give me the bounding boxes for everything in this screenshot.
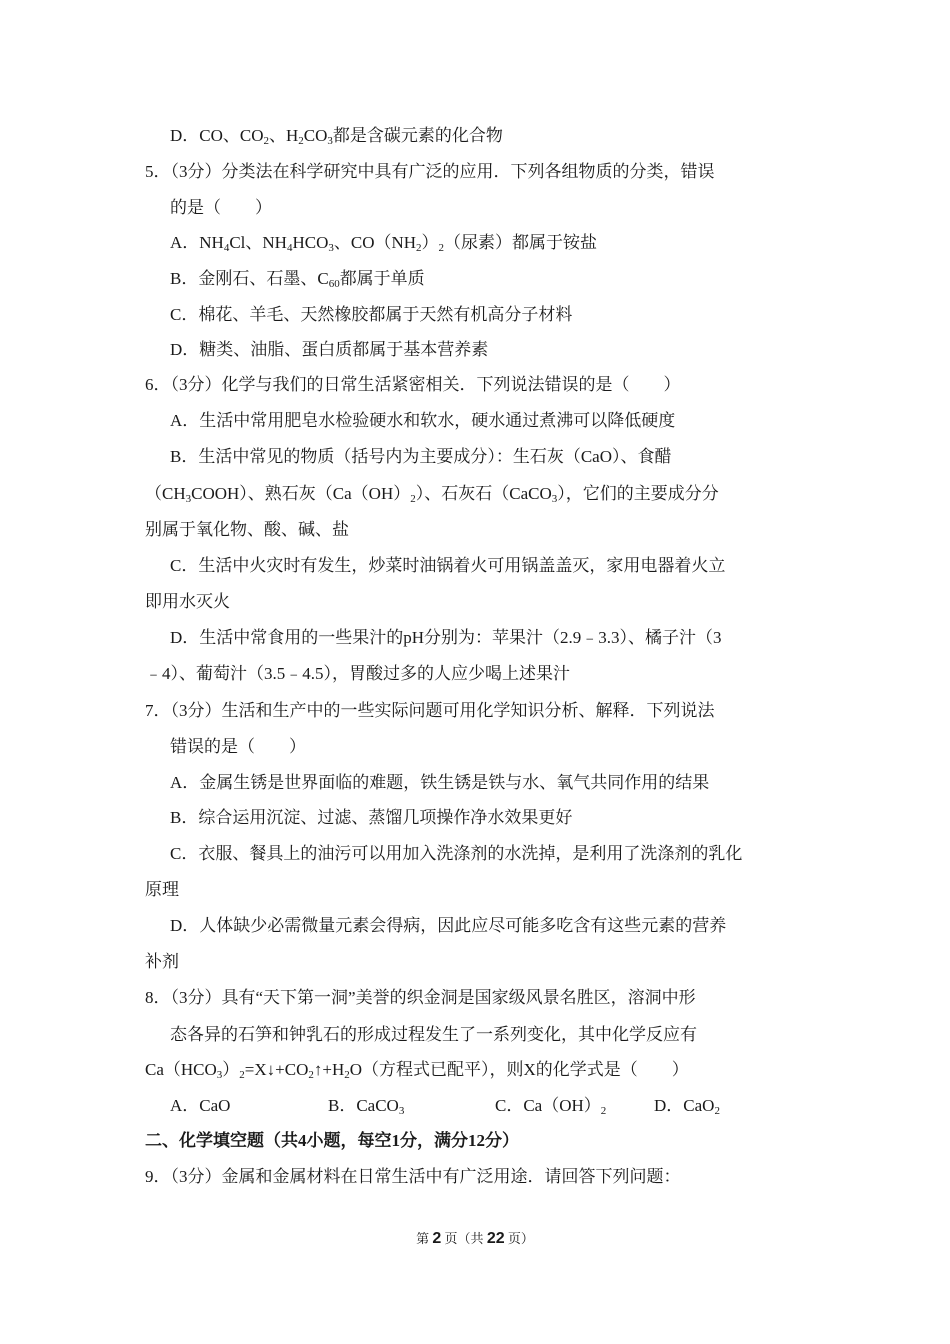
current-page-number: 2 [432, 1230, 442, 1247]
q7-stem-cont: 错误的是（ ） [170, 737, 306, 756]
q6-option-b-cont: $(CH_3COOH)$、熟石灰$(Ca(OH)_2)$、石灰石（CaCO$_3$），它们的主要成分分 [145, 484, 719, 505]
page-footer: 第 2 页（共 22 页） [416, 1230, 534, 1247]
q4-option-d: D．CO、$CO_2$、$H_2CO_3$都是含碳元素的化合物 [170, 126, 503, 147]
q7-option-b: B．综合运用沉淀、过滤、蒸馏几项操作净水效果更好 [170, 808, 573, 827]
total-pages: 22 [486, 1230, 505, 1247]
q8-equation: $Ca(HCO_3)_2=X↓+CO_2↑+H_2O$（方程式已配平），则X的化学式是（ ） [145, 1060, 689, 1081]
q6-option-a: A．生活中常用肥皂水检验硬水和软水，硬水通过煮沸可以降低硬度 [170, 411, 676, 430]
q6-stem: 6．（3分）化学与我们的日常生活紧密相关．下列说法错误的是（ ） [145, 375, 681, 394]
q6-option-d: D．生活中常食用的一些果汁的pH分别为：苹果汁（2.9﹣3.3）、橘子汁（3 [170, 628, 722, 647]
q5-option-c: C．棉花、羊毛、天然橡胶都属于天然有机高分子材料 [170, 305, 573, 324]
q7-option-d-cont: 补剂 [145, 952, 179, 971]
q6-option-c: C．生活中火灾时有发生，炒菜时油锅着火可用锅盖盖灭，家用电器着火立 [170, 556, 726, 575]
q5-option-d: D．糖类、油脂、蛋白质都属于基本营养素 [170, 340, 489, 359]
q7-option-d: D．人体缺少必需微量元素会得病，因此应尽可能多吃含有这些元素的营养 [170, 916, 727, 935]
q5-stem: 5．（3分）分类法在科学研究中具有广泛的应用．下列各组物质的分类，错误 [145, 162, 715, 181]
q5-option-b: B．金刚石、石墨、$C_{60}$都属于单质 [170, 269, 425, 290]
section-title: 二、化学填空题（共4小题，每空1分，满分12分） [145, 1131, 519, 1150]
q7-option-c-cont: 原理 [145, 880, 179, 899]
q8-option-c: C．$Ca(OH)_2$ [495, 1096, 607, 1117]
q6-option-d-cont: ﹣4）、葡萄汁（3.5﹣4.5），胃酸过多的人应少喝上述果汁 [145, 664, 570, 683]
q8-stem-cont: 态各异的石笋和钟乳石的形成过程发生了一系列变化，其中化学反应有 [170, 1025, 697, 1044]
q5-stem-cont: 的是（ ） [170, 198, 272, 217]
q6-option-c-cont: 即用水灭火 [145, 592, 230, 611]
q7-stem: 7．（3分）生活和生产中的一些实际问题可用化学知识分析、解释．下列说法 [145, 701, 715, 720]
q6-option-b: B．生活中常见的物质（括号内为主要成分）：生石灰（CaO）、食醋 [170, 447, 672, 466]
q7-option-c: C．衣服、餐具上的油污可以用加入洗涤剂的水洗掉，是利用了洗涤剂的乳化 [170, 844, 743, 863]
q9-stem: 9．（3分）金属和金属材料在日常生活中有广泛用途．请回答下列问题： [145, 1167, 681, 1186]
q8-option-d: D．CaO$_2$ [654, 1096, 720, 1117]
q8-stem: 8．（3分）具有“天下第一洞”美誉的织金洞是国家级风景名胜区，溶洞中形 [145, 988, 696, 1007]
q8-option-a: A．CaO [170, 1096, 231, 1115]
q8-option-b: B．CaCO$_3$ [328, 1096, 405, 1117]
q6-option-b-cont2: 别属于氧化物、酸、碱、盐 [145, 520, 349, 539]
q5-option-a: A．$NH_4Cl$、$NH_4HCO_3$、$CO(NH_2)_2$（尿素）都属于铵盐 [170, 233, 598, 254]
q7-option-a: A．金属生锈是世界面临的难题，铁生锈是铁与水、氧气共同作用的结果 [170, 773, 710, 792]
